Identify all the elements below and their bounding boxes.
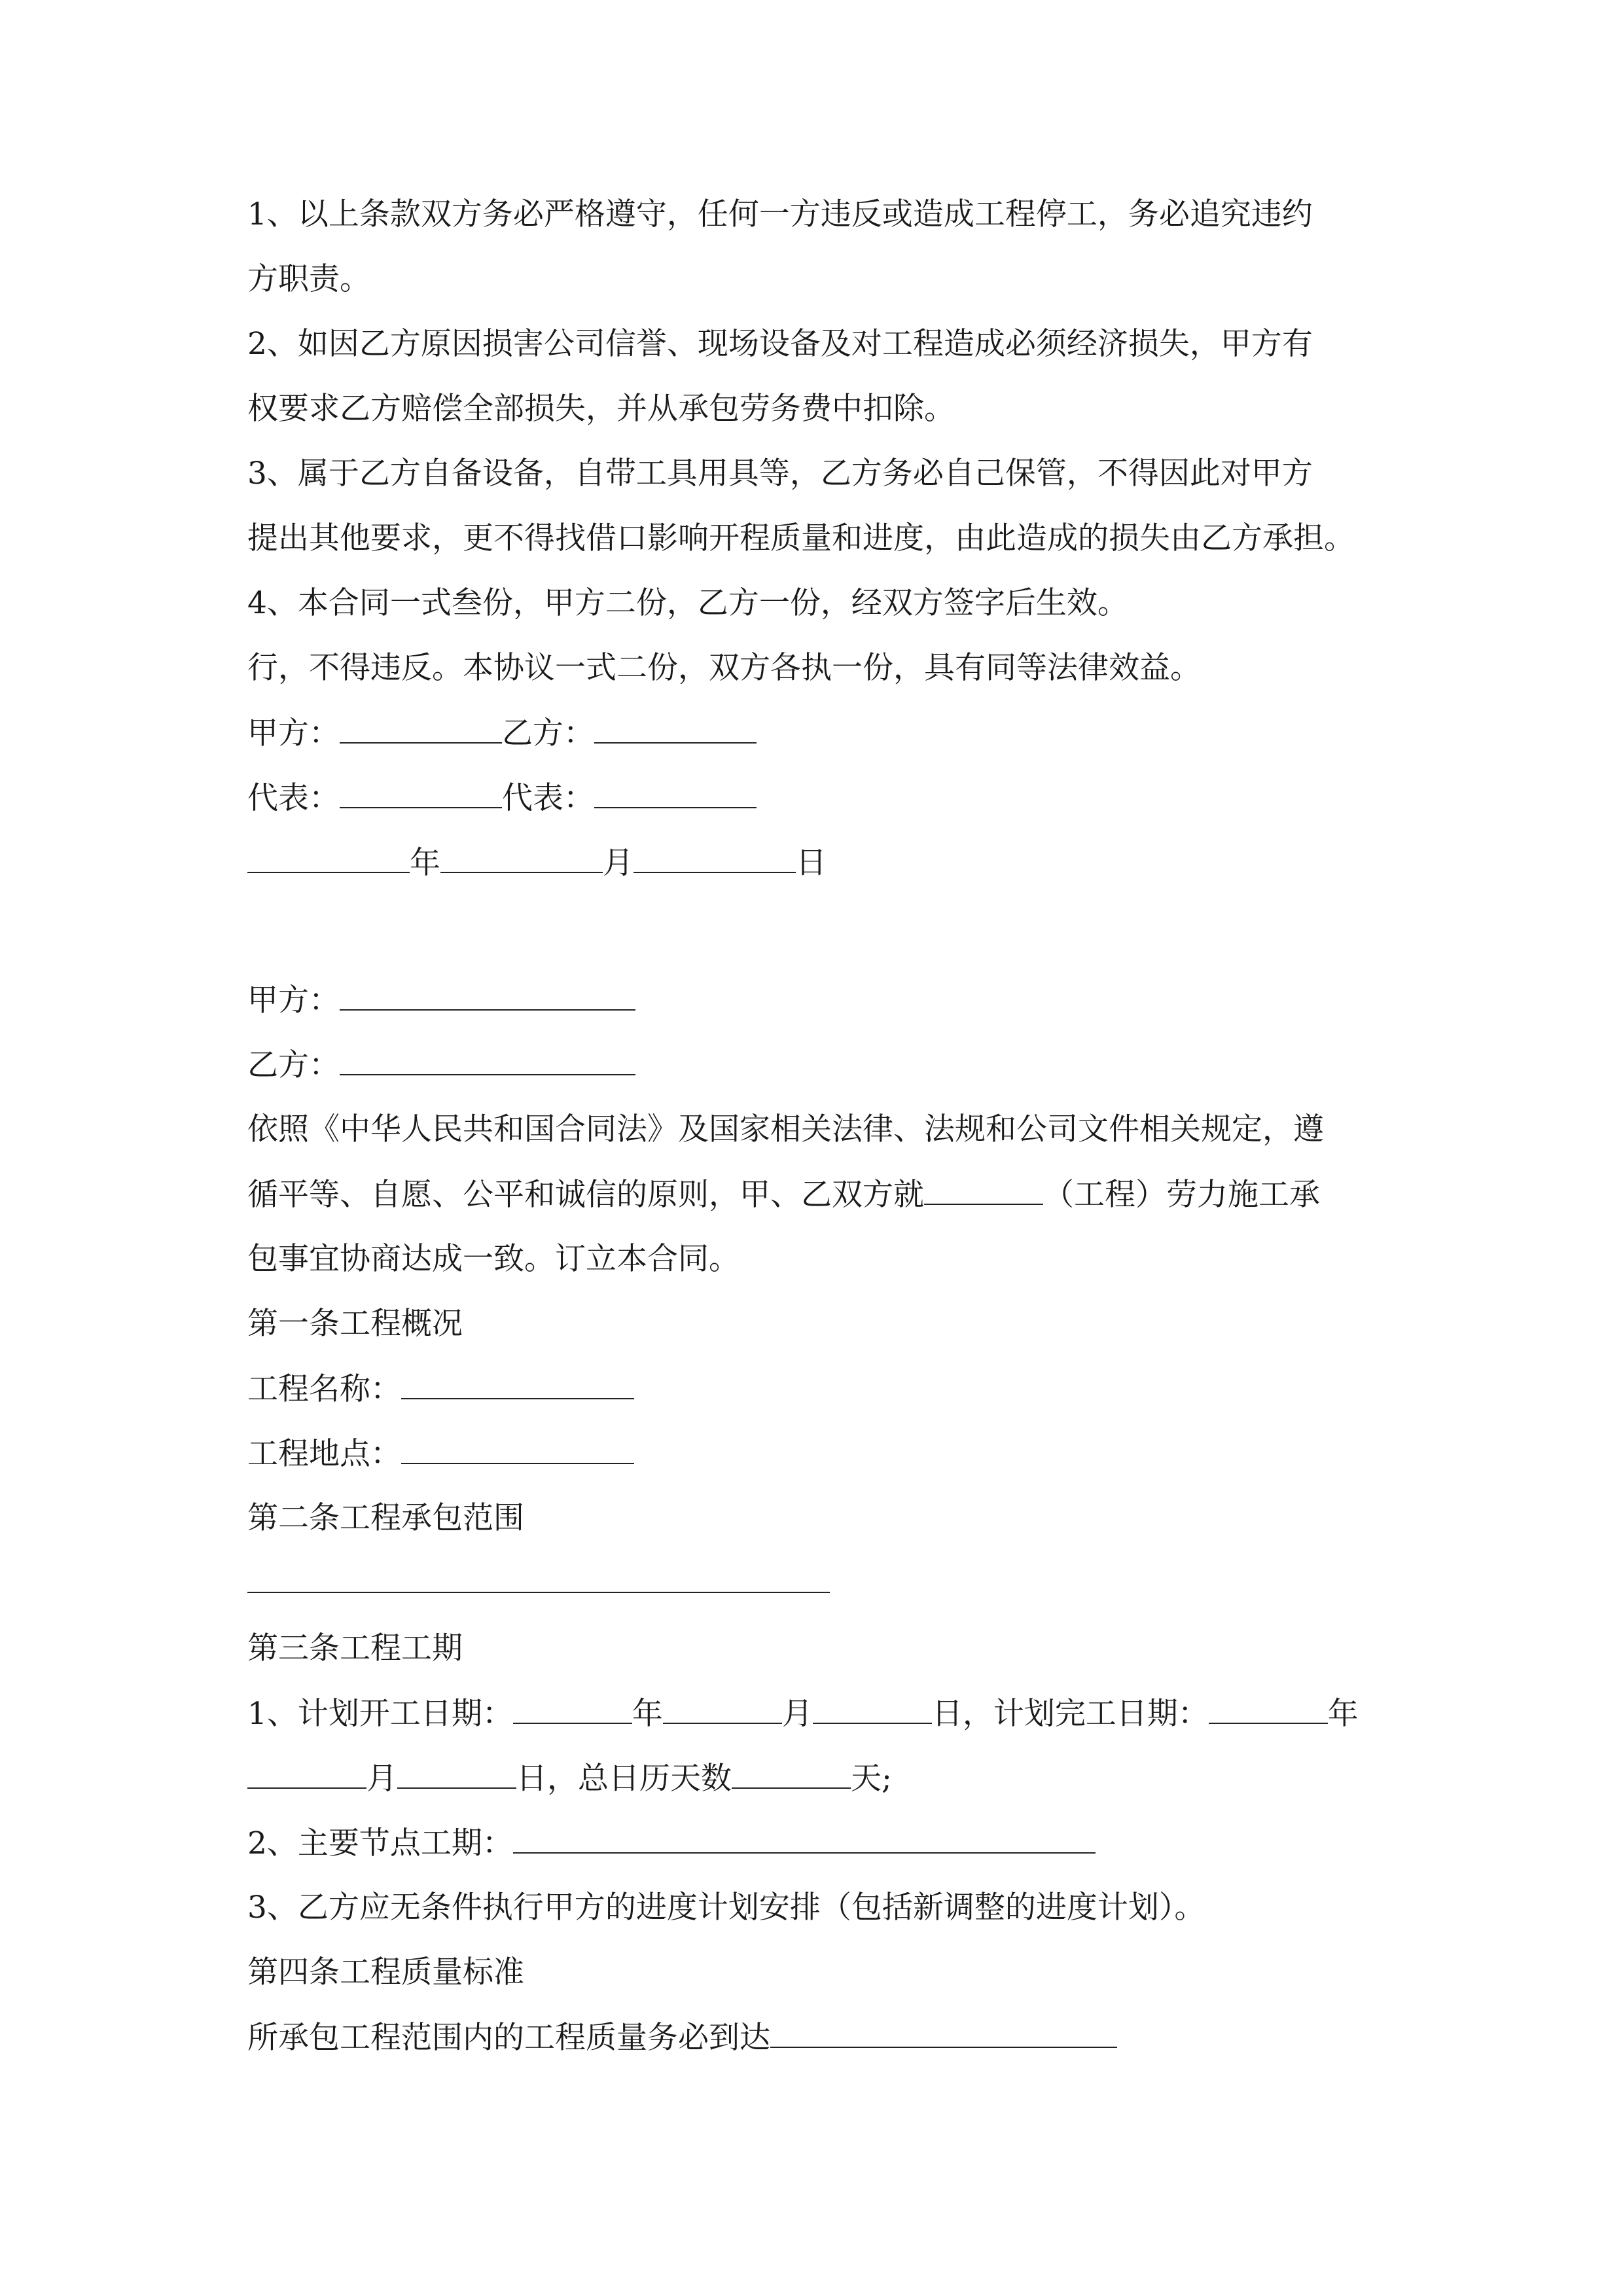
clause-3-line-1: 3、属于乙方自备设备，自带工具用具等，乙方务必自己保管，不得因此对甲方 — [247, 456, 1313, 492]
milestone-row — [247, 1823, 1096, 1863]
party-a-label: 甲方： — [247, 715, 340, 751]
finish-month-label: 月 — [366, 1761, 397, 1797]
contract-party-b-blank[interactable] — [340, 1045, 635, 1075]
start-day-blank[interactable] — [813, 1694, 932, 1724]
project-location-label: 工程地点： — [247, 1436, 401, 1472]
project-name-blank[interactable] — [924, 1175, 1043, 1205]
signature-rep-row — [247, 778, 757, 817]
start-year-label: 年 — [632, 1696, 663, 1732]
quality-standard-text: 所承包工程范围内的工程质量务必到达 — [247, 2020, 770, 2056]
start-month-blank[interactable] — [663, 1694, 782, 1724]
rep-b-label: 代表： — [502, 780, 594, 816]
scope-blank-line[interactable] — [247, 1590, 830, 1593]
finish-day-blank[interactable] — [397, 1759, 516, 1789]
clause-2-line-2: 权要求乙方赔偿全部损失，并从承包劳务费中扣除。 — [247, 391, 955, 427]
quality-standard-row — [247, 2018, 1117, 2057]
total-days-label: 日，总日历天数 — [516, 1761, 732, 1797]
schedule-row-2 — [247, 1759, 892, 1798]
signature-party-row — [247, 713, 757, 753]
contract-party-a-blank[interactable] — [340, 980, 635, 1011]
project-name-field[interactable] — [401, 1369, 634, 1399]
intro-line-2-text: 循平等、自愿、公平和诚信的原则，甲、乙双方就 — [247, 1177, 924, 1213]
intro-line-1: 依照《中华人民共和国合同法》及国家相关法律、法规和公司文件相关规定，遵 — [247, 1111, 1324, 1147]
milestone-blank[interactable] — [513, 1823, 1096, 1854]
days-unit-label: 天; — [851, 1761, 892, 1797]
article-3-title: 第三条工程工期 — [247, 1630, 463, 1666]
article-2-title: 第二条工程承包范围 — [247, 1500, 524, 1536]
start-year-blank[interactable] — [513, 1694, 632, 1724]
clause-2-line-1: 2、如因乙方原因损害公司信誉、现场设备及对工程造成必须经济损失，甲方有 — [247, 326, 1313, 362]
signature-date-row — [247, 843, 827, 882]
planned-start-label: 1、计划开工日期： — [247, 1696, 513, 1732]
project-location-field[interactable] — [401, 1434, 634, 1464]
contract-party-a-row — [247, 980, 635, 1020]
total-days-blank[interactable] — [732, 1759, 851, 1789]
contract-party-b-label: 乙方： — [247, 1047, 340, 1083]
document-page — [247, 0, 1399, 2296]
schedule-row-1 — [247, 1694, 1359, 1733]
clause-1-line-1: 1、以上条款双方务必严格遵守，任何一方违反或造成工程停工，务必追究违约 — [247, 196, 1313, 232]
planned-finish-label: 日，计划完工日期： — [931, 1696, 1209, 1732]
article-4-title: 第四条工程质量标准 — [247, 1954, 524, 1990]
year-label: 年 — [410, 845, 440, 881]
closing-line: 行，不得违反。本协议一式二份，双方各执一份，具有同等法律效益。 — [247, 650, 1201, 686]
month-blank[interactable] — [440, 843, 603, 873]
intro-line-3: 包事宜协商达成一致。订立本合同。 — [247, 1241, 740, 1277]
milestone-label: 2、主要节点工期： — [247, 1825, 513, 1861]
article-1-title: 第一条工程概况 — [247, 1306, 463, 1342]
day-label: 日 — [796, 845, 827, 881]
project-name-row — [247, 1369, 634, 1408]
party-b-blank[interactable] — [594, 713, 757, 744]
clause-4-line: 4、本合同一式叁份，甲方二份，乙方一份，经双方签字后生效。 — [247, 585, 1128, 621]
clause-1-line-2: 方职责。 — [247, 261, 370, 297]
finish-year-label: 年 — [1327, 1696, 1359, 1732]
party-b-label: 乙方： — [502, 715, 594, 751]
intro-line-2-suffix: （工程）劳力施工承 — [1043, 1177, 1320, 1213]
intro-line-2 — [247, 1175, 1320, 1214]
rep-a-blank[interactable] — [340, 778, 502, 808]
rep-b-blank[interactable] — [594, 778, 757, 808]
quality-standard-blank[interactable] — [770, 2018, 1117, 2048]
project-name-label: 工程名称： — [247, 1371, 401, 1407]
rep-a-label: 代表： — [247, 780, 340, 816]
contract-party-b-row — [247, 1045, 635, 1085]
party-a-blank[interactable] — [340, 713, 502, 744]
month-label: 月 — [603, 845, 633, 881]
finish-month-blank[interactable] — [247, 1759, 366, 1789]
day-blank[interactable] — [633, 843, 796, 873]
contract-party-a-label: 甲方： — [247, 982, 340, 1018]
finish-year-blank[interactable] — [1209, 1694, 1328, 1724]
project-location-row — [247, 1434, 634, 1473]
start-month-label: 月 — [781, 1696, 813, 1732]
schedule-item-3: 3、乙方应无条件执行甲方的进度计划安排（包括新调整的进度计划）。 — [247, 1890, 1205, 1926]
clause-3-line-2: 提出其他要求，更不得找借口影响开程质量和进度，由此造成的损失由乙方承担。 — [247, 520, 1355, 556]
year-blank[interactable] — [247, 843, 410, 873]
